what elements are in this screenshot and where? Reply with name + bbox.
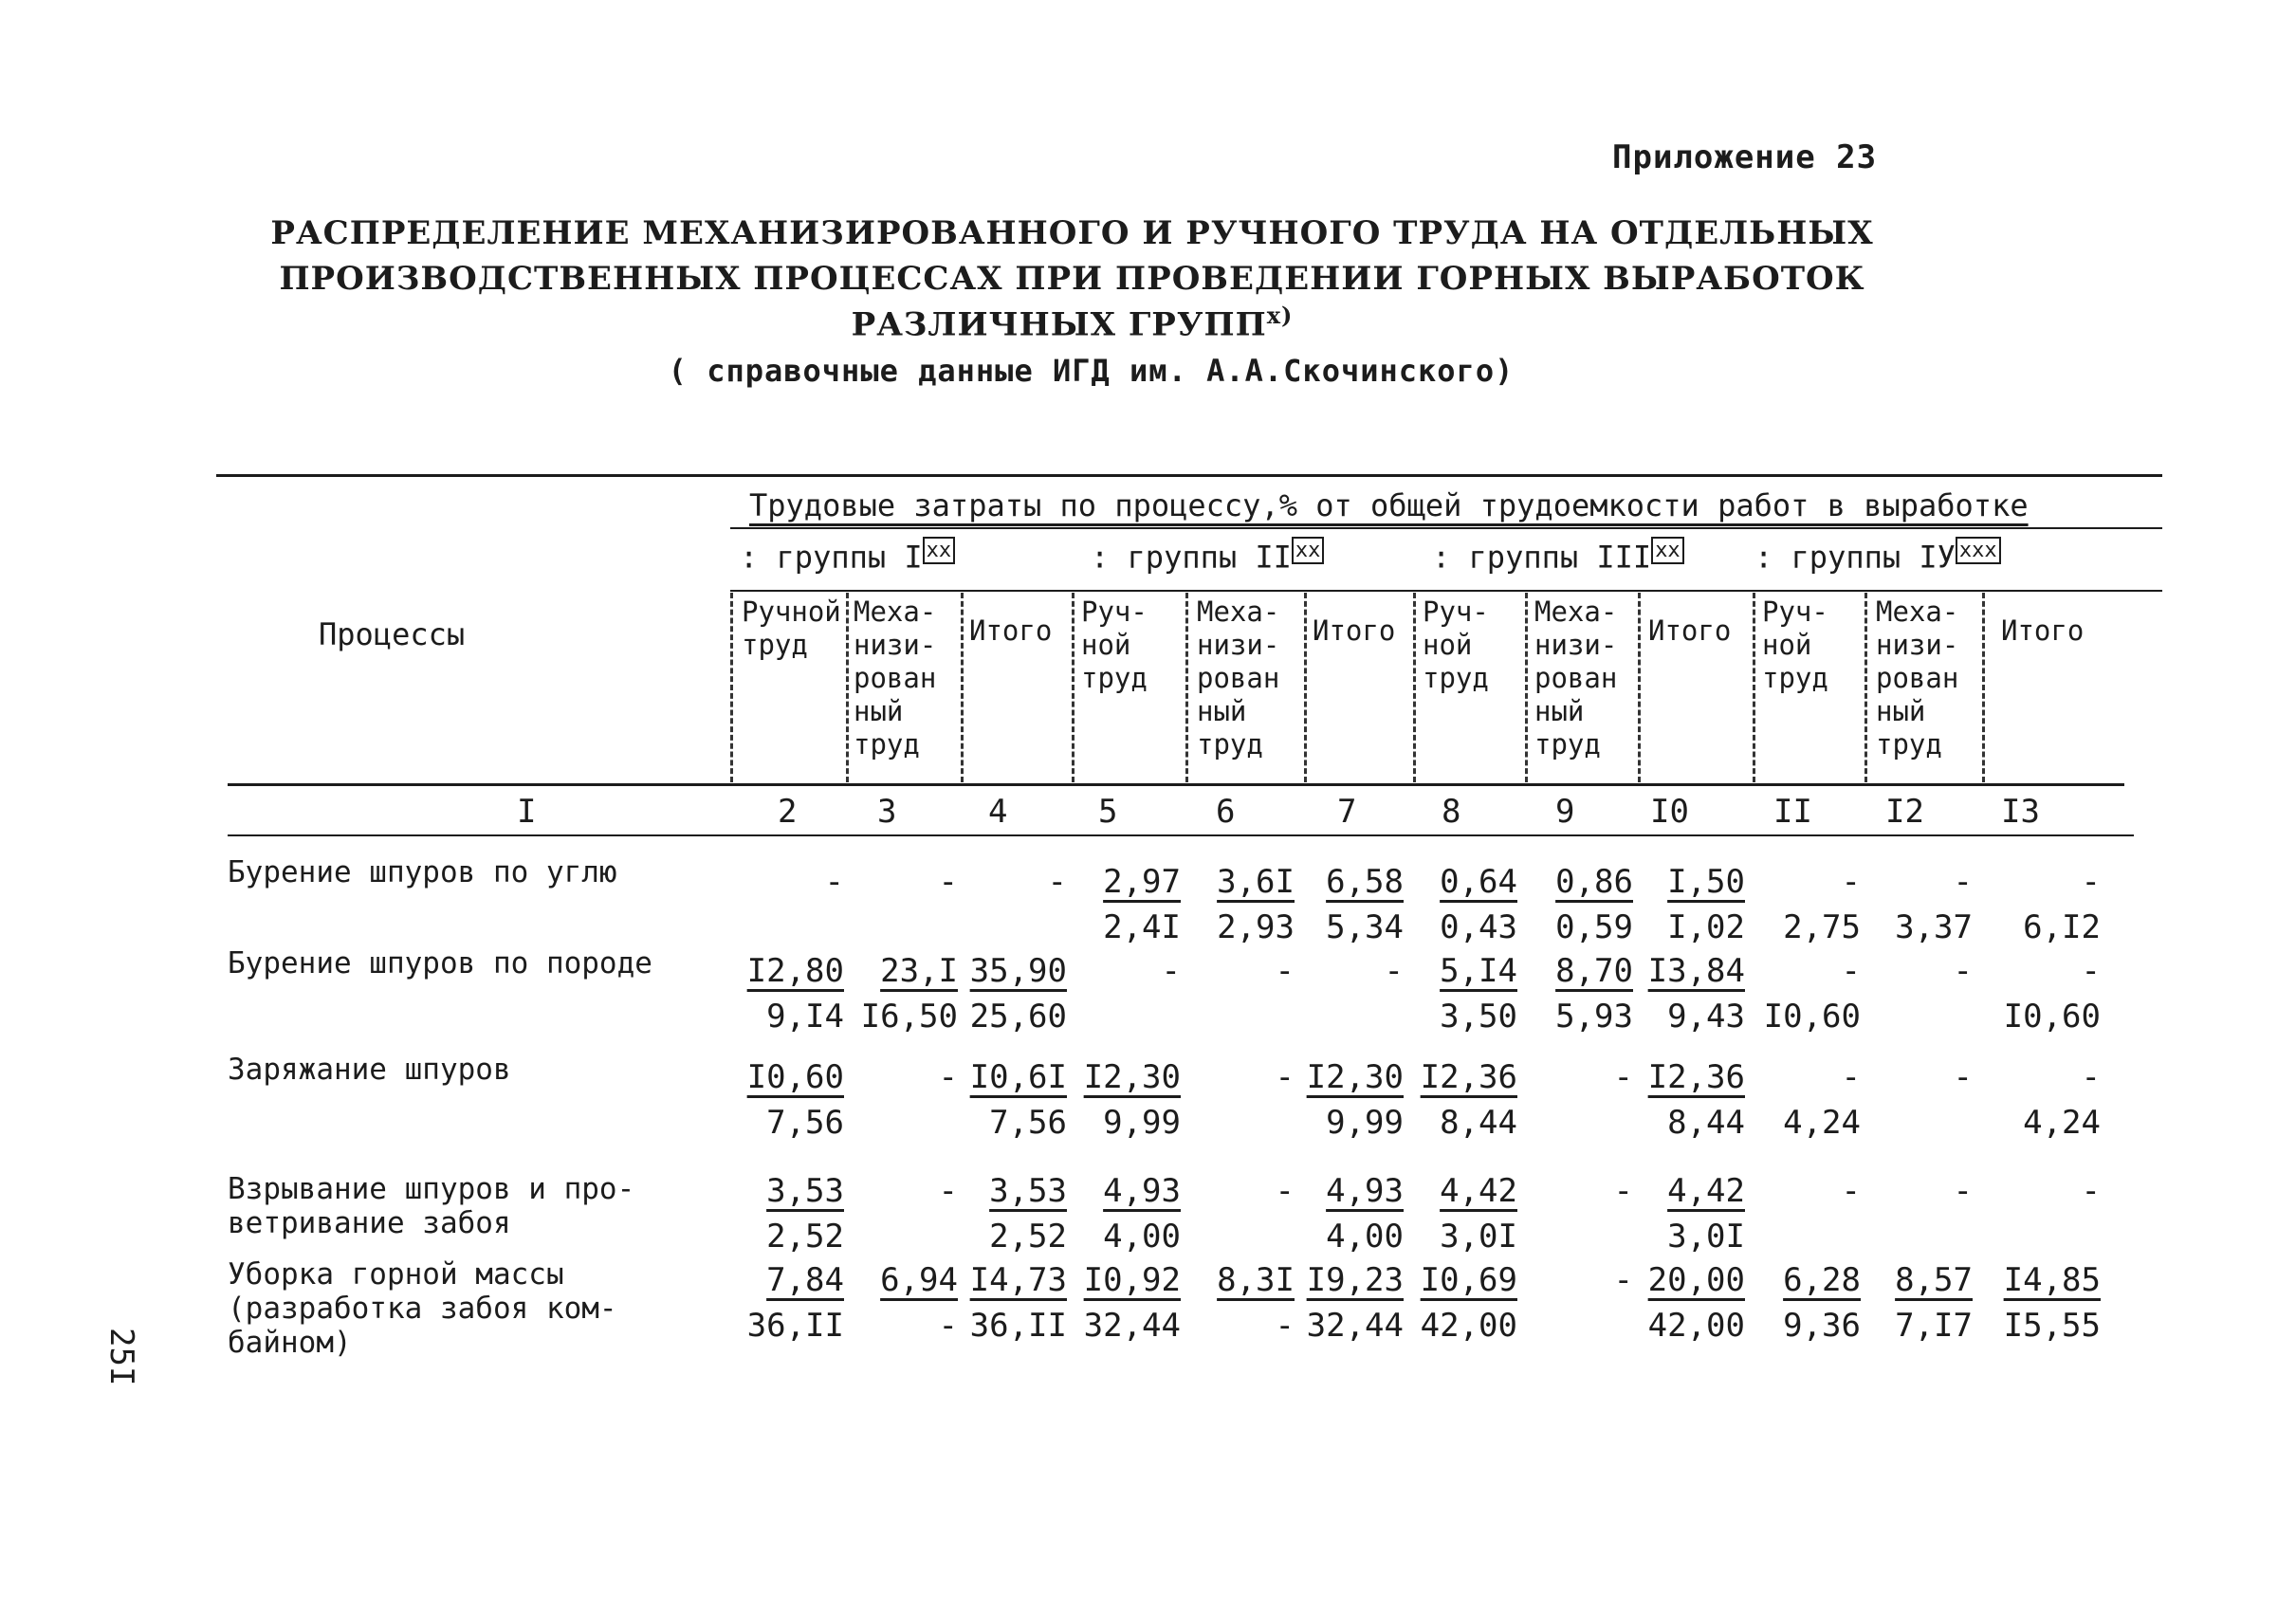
group-mark: хх: [1292, 537, 1325, 564]
table-cell-top: 4,42: [1667, 1172, 1745, 1210]
col-number: 9: [1555, 793, 1575, 831]
table-cell-top: -: [1384, 952, 1404, 990]
subheader-total: Итого: [1313, 614, 1396, 647]
title-line-2: ПРОИЗВОДСТВЕННЫХ ПРОЦЕССАХ ПРИ ПРОВЕДЕНИИ ГОРНЫХ ВЫРАБОТОК: [279, 260, 1865, 298]
table-cell-bottom: 2,75: [1783, 908, 1861, 946]
table-cell-bottom: 5,34: [1326, 908, 1404, 946]
table-cell-top: 0,86: [1555, 863, 1633, 901]
table-cell-top: I0,92: [1083, 1261, 1181, 1299]
col-sep: [961, 593, 964, 782]
table-cell-top: -: [1161, 952, 1181, 990]
table-cell-top: 8,57: [1895, 1261, 1973, 1299]
super-header: Трудовые затраты по процессу,% от общей трудоемкости работ в выработке: [749, 487, 2029, 523]
table-cell-top: I2,36: [1420, 1058, 1517, 1096]
table-cell-top: -: [824, 863, 844, 901]
process-label: Взрывание шпуров и про- ветривание забоя: [228, 1172, 635, 1240]
col-number: I0: [1650, 793, 1689, 831]
table-cell-top: -: [2081, 1172, 2101, 1210]
table-cell-bottom: I6,50: [860, 998, 958, 1036]
col-sep: [1525, 593, 1528, 782]
table-cell-bottom: 9,43: [1667, 998, 1745, 1036]
page-number: 25I: [102, 1328, 140, 1386]
table-cell-bottom: -: [938, 1307, 958, 1345]
table-cell-top: -: [938, 1058, 958, 1096]
group-header-3: : группы III $^{хх}$: [1432, 539, 1684, 576]
process-label: Бурение шпуров по породе: [228, 946, 652, 981]
table-cell-top: 4,93: [1103, 1172, 1181, 1210]
subheader-manual: Руч- ной труд: [1081, 596, 1148, 694]
table-cell-bottom: 42,00: [1647, 1307, 1745, 1345]
table-cell-bottom: 4,00: [1326, 1218, 1404, 1256]
process-label: Заряжание шпуров: [228, 1053, 511, 1087]
table-cell-bottom: 9,99: [1103, 1104, 1181, 1142]
table-cell-bottom: I5,55: [2003, 1307, 2101, 1345]
table-cell-bottom: 5,93: [1555, 998, 1633, 1036]
appendix-label: Приложение 23: [1612, 138, 1878, 176]
col-number: I2: [1885, 793, 1924, 831]
col-sep: [1413, 593, 1416, 782]
table-cell-top: -: [1953, 1058, 1973, 1096]
table-cell-top: -: [1841, 1058, 1861, 1096]
table-cell-bottom: 2,4I: [1103, 908, 1181, 946]
col-number: 4: [988, 793, 1008, 831]
table-cell-top: I2,30: [1083, 1058, 1181, 1096]
table-cell-bottom: 2,93: [1217, 908, 1295, 946]
process-label: Бурение шпуров по углю: [228, 855, 617, 889]
subheader-total: Итого: [1648, 614, 1732, 647]
table-cell-bottom: 3,0I: [1667, 1218, 1745, 1256]
table-cell-top: -: [1613, 1261, 1633, 1299]
table-cell-bottom: 36,II: [746, 1307, 844, 1345]
table-cell-top: 8,70: [1555, 952, 1633, 990]
table-cell-bottom: 4,24: [2023, 1104, 2101, 1142]
col-sep: [1072, 593, 1075, 782]
table-cell-top: I4,73: [969, 1261, 1067, 1299]
title-line-3: [0, 302, 2220, 343]
table-cell-top: -: [1275, 1058, 1295, 1096]
table-cell-bottom: 4,24: [1783, 1104, 1861, 1142]
table-cell-top: -: [2081, 1058, 2101, 1096]
group-mark: хх: [1651, 537, 1684, 564]
table-cell-bottom: 0,59: [1555, 908, 1633, 946]
group-mark: хх: [923, 537, 956, 564]
table-cell-bottom: 7,56: [766, 1104, 844, 1142]
table-cell-bottom: 6,I2: [2023, 908, 2101, 946]
col-sep: [1864, 593, 1867, 782]
table-cell-top: 5,I4: [1440, 952, 1517, 990]
col-sep: [1304, 593, 1307, 782]
table-cell-bottom: 42,00: [1420, 1307, 1517, 1345]
col-sep: [730, 593, 733, 782]
table-cell-bottom: 2,52: [766, 1218, 844, 1256]
table-cell-top: 35,90: [969, 952, 1067, 990]
table-cell-bottom: -: [1275, 1307, 1295, 1345]
group-header-4: : группы IУ $^{ххх}$: [1754, 539, 2001, 576]
subheader-mech: Меха- низи- рован ный труд: [1876, 596, 1959, 761]
table-cell-top: -: [1841, 952, 1861, 990]
table-cell-bottom: 8,44: [1667, 1104, 1745, 1142]
table-cell-top: 23,I: [880, 952, 958, 990]
table-cell-top: 7,84: [766, 1261, 844, 1299]
table-cell-top: -: [1953, 1172, 1973, 1210]
table-cell-top: -: [1953, 952, 1973, 990]
table-cell-top: 20,00: [1647, 1261, 1745, 1299]
col-sep: [1638, 593, 1641, 782]
table-cell-bottom: I0,60: [1763, 998, 1861, 1036]
subheader-mech: Меха- низи- рован ный труд: [1197, 596, 1280, 761]
table-cell-top: I3,84: [1647, 952, 1745, 990]
table-cell-top: -: [1841, 1172, 1861, 1210]
group-header-1: : группы I $^{хх}$: [740, 539, 955, 576]
table-cell-top: -: [1613, 1172, 1633, 1210]
subheader-mech: Меха- низи- рован ный труд: [854, 596, 937, 761]
row-header: Процессы: [319, 616, 466, 652]
subheader-mech: Меха- низи- рован ный труд: [1534, 596, 1618, 761]
table-cell-top: 8,3I: [1217, 1261, 1295, 1299]
table-cell-top: 6,28: [1783, 1261, 1861, 1299]
col-number: 7: [1337, 793, 1357, 831]
process-label: Уборка горной массы (разработка забоя ком- байном): [228, 1257, 617, 1360]
group-mark: ххх: [1956, 537, 2001, 564]
table-cell-top: -: [938, 1172, 958, 1210]
table-cell-bottom: 3,50: [1440, 998, 1517, 1036]
table-cell-bottom: 9,36: [1783, 1307, 1861, 1345]
numbers-bottom-rule: [228, 834, 2134, 836]
col-number: 8: [1442, 793, 1461, 831]
table-cell-top: I0,6I: [969, 1058, 1067, 1096]
table-cell-top: -: [1047, 863, 1067, 901]
table-cell-bottom: 8,44: [1440, 1104, 1517, 1142]
table-cell-top: 3,53: [989, 1172, 1067, 1210]
col-sep: [1982, 593, 1985, 782]
col-number: 6: [1216, 793, 1236, 831]
table-cell-bottom: 32,44: [1306, 1307, 1404, 1345]
table-cell-bottom: 36,II: [969, 1307, 1067, 1345]
table-cell-top: 6,58: [1326, 863, 1404, 901]
table-cell-top: 3,53: [766, 1172, 844, 1210]
table-cell-top: 3,6I: [1217, 863, 1295, 901]
table-cell-top: 2,97: [1103, 863, 1181, 901]
table-cell-bottom: 4,00: [1103, 1218, 1181, 1256]
col-number: 3: [877, 793, 897, 831]
col-number: I: [517, 793, 537, 831]
col-sep: [1185, 593, 1188, 782]
table-cell-top: I0,69: [1420, 1261, 1517, 1299]
table-cell-bottom: 7,56: [989, 1104, 1067, 1142]
subheader-total: Итого: [969, 614, 1053, 647]
table-cell-bottom: 3,0I: [1440, 1218, 1517, 1256]
col-sep: [846, 593, 849, 782]
table-cell-top: I2,30: [1306, 1058, 1404, 1096]
subheader-total: Итого: [2001, 614, 2085, 647]
subheader-manual: Руч- ной труд: [1762, 596, 1828, 694]
table-cell-bottom: 9,99: [1326, 1104, 1404, 1142]
table-cell-top: -: [1275, 1172, 1295, 1210]
col-number: II: [1773, 793, 1812, 831]
table-top-rule: [216, 474, 2162, 477]
title-line-1: РАСПРЕДЕЛЕНИЕ МЕХАНИЗИРОВАННОГО И РУЧНОГО ТРУДА НА ОТДЕЛЬНЫХ: [270, 214, 1874, 252]
title-footnote-mark: х): [1266, 302, 1294, 329]
table-cell-top: -: [1275, 952, 1295, 990]
table-cell-top: I0,60: [746, 1058, 844, 1096]
col-sep: [1753, 593, 1755, 782]
table-cell-bottom: I,02: [1667, 908, 1745, 946]
group-header-2: : группы II $^{хх}$: [1091, 539, 1324, 576]
subtitle: ( справочные данные ИГД им. А.А.Скочинского): [668, 353, 1515, 389]
table-cell-bottom: 32,44: [1083, 1307, 1181, 1345]
table-cell-bottom: 9,I4: [766, 998, 844, 1036]
table-cell-top: I9,23: [1306, 1261, 1404, 1299]
table-cell-top: 4,93: [1326, 1172, 1404, 1210]
col-number: I3: [2001, 793, 2040, 831]
subheader-top-rule: [730, 590, 2162, 592]
table-cell-bottom: 0,43: [1440, 908, 1517, 946]
header-bottom-rule: [228, 783, 2124, 786]
col-number: 5: [1098, 793, 1118, 831]
table-cell-top: 6,94: [880, 1261, 958, 1299]
table-cell-top: 4,42: [1440, 1172, 1517, 1210]
table-cell-top: I,50: [1667, 863, 1745, 901]
subheader-manual: Ручной труд: [742, 596, 841, 661]
table-cell-bottom: 7,I7: [1895, 1307, 1973, 1345]
table-cell-top: -: [1613, 1058, 1633, 1096]
table-cell-top: -: [1841, 863, 1861, 901]
table-cell-bottom: 2,52: [989, 1218, 1067, 1256]
table-cell-bottom: 25,60: [969, 998, 1067, 1036]
table-cell-top: -: [2081, 952, 2101, 990]
table-cell-top: I2,36: [1647, 1058, 1745, 1096]
table-cell-top: -: [2081, 863, 2101, 901]
table-cell-top: I4,85: [2003, 1261, 2101, 1299]
table-cell-top: -: [938, 863, 958, 901]
table-cell-top: 0,64: [1440, 863, 1517, 901]
table-cell-bottom: 3,37: [1895, 908, 1973, 946]
group-top-rule: [730, 527, 2162, 529]
col-number: 2: [778, 793, 798, 831]
title-line-3-text: РАЗЛИЧНЫХ ГРУПП: [851, 305, 1267, 344]
subheader-manual: Руч- ной труд: [1423, 596, 1489, 694]
table-cell-bottom: I0,60: [2003, 998, 2101, 1036]
table-cell-top: -: [1953, 863, 1973, 901]
table-cell-top: I2,80: [746, 952, 844, 990]
